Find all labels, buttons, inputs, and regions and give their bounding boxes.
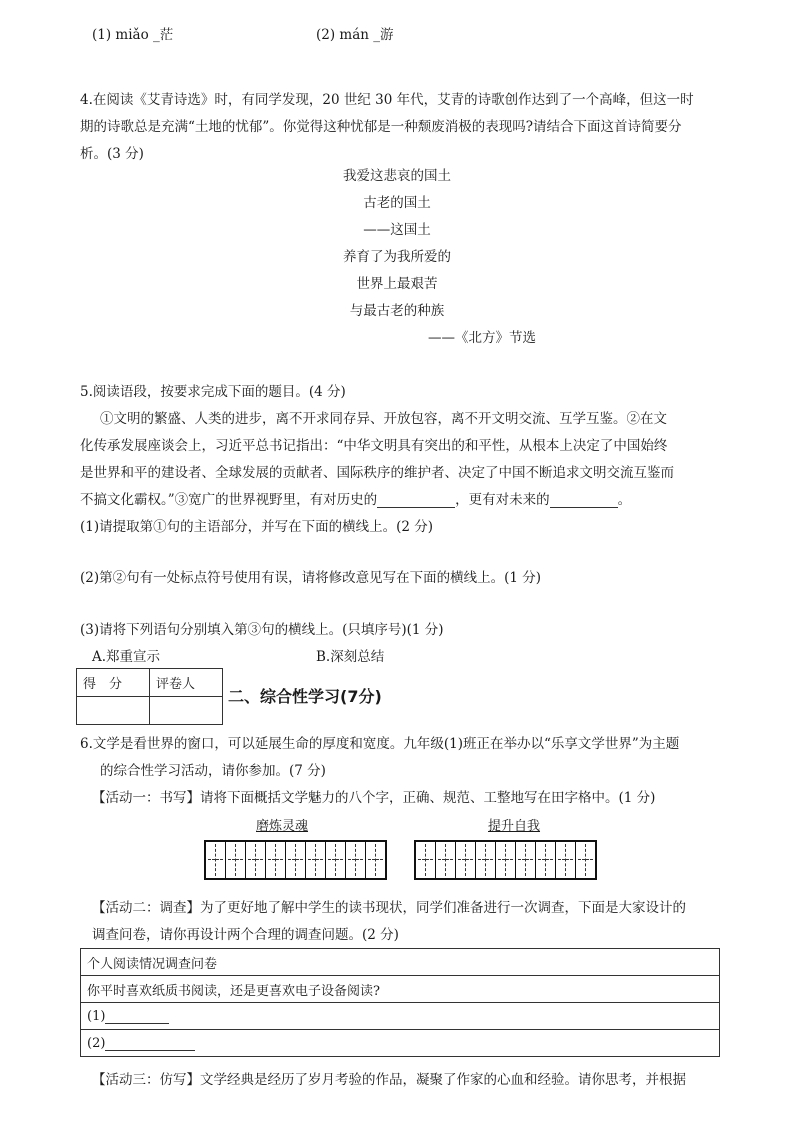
- poem-line: 与最古老的种族: [349, 303, 445, 319]
- grid-cell[interactable]: [266, 842, 286, 878]
- q5-text: 。: [617, 492, 632, 508]
- score-label: 得 分: [77, 669, 150, 697]
- poem-line: 养育了为我所爱的: [343, 249, 451, 265]
- grid-cell[interactable]: [516, 842, 536, 878]
- q5-prompt: 5.阅读语段，按要求完成下面的题目。(4 分): [80, 384, 346, 400]
- grid-cell[interactable]: [246, 842, 266, 878]
- survey-blank-2[interactable]: [105, 1035, 195, 1051]
- grid-cell[interactable]: [306, 842, 326, 878]
- activity-2-line-2: 调查问卷，请你再设计两个合理的调查问题。(2 分): [92, 927, 399, 943]
- survey-question: 你平时喜欢纸质书阅读，还是更喜欢电子设备阅读?: [81, 976, 720, 1003]
- q4-line-3: 析。(3 分): [80, 146, 144, 162]
- poem-source: ——《北方》节选: [428, 330, 536, 346]
- q5-sub-3: (3)请将下列语句分别填入第③句的横线上。(只填序号)(1 分): [80, 622, 444, 638]
- option-a: A.郑重宣示: [92, 649, 161, 665]
- grader-label: 评卷人: [150, 669, 223, 697]
- answer-blank-2[interactable]: [550, 491, 618, 508]
- grid-cell[interactable]: [576, 842, 595, 878]
- grader-cell[interactable]: [150, 697, 223, 725]
- grid-cell[interactable]: [366, 842, 385, 878]
- grid-cell[interactable]: [346, 842, 366, 878]
- grid-cell[interactable]: [476, 842, 496, 878]
- activity-1: 【活动一：书写】请将下面概括文学魅力的八个字，正确、规范、工整地写在田字格中。(1 分): [92, 790, 656, 806]
- survey-title: 个人阅读情况调查问卷: [81, 949, 720, 976]
- q5-text: 不搞文化霸权。”③宽广的世界视野里，有对历史的: [80, 492, 378, 508]
- score-cell[interactable]: [77, 697, 150, 725]
- q5-paragraph-line: ①文明的繁盛、人类的进步，离不开求同存异、开放包容，离不开文明交流、互学互鉴。②在文: [100, 411, 667, 427]
- option-b: B.深刻总结: [316, 649, 385, 665]
- grid-cell[interactable]: [286, 842, 306, 878]
- writing-grid-1[interactable]: [204, 840, 387, 880]
- survey-row-2[interactable]: [81, 1030, 720, 1057]
- grid-cell[interactable]: [436, 842, 456, 878]
- item-2-pinyin: (2) mán _游: [316, 27, 394, 43]
- q5-paragraph-line: [80, 488, 720, 508]
- grid-cell[interactable]: [206, 842, 226, 878]
- poem-line: 古老的国土: [363, 195, 431, 211]
- activity-2-line-1: 【活动二：调查】为了更好地了解中学生的读书现状，同学们准备进行一次调查，下面是大家设计的: [92, 900, 686, 916]
- survey-table: [80, 948, 720, 1057]
- survey-row-1[interactable]: [81, 1003, 720, 1030]
- word-1-label: 磨炼灵魂: [256, 819, 309, 834]
- writing-grid-2[interactable]: [414, 840, 597, 880]
- q4-line-2: 期的诗歌总是充满“土地的忧郁”。你觉得这种忧郁是一种颓废消极的表现吗?请结合下面这首诗简要分: [80, 119, 682, 135]
- survey-row-label: (2): [87, 1036, 106, 1051]
- q5-sub-2: (2)第②句有一处标点符号使用有误，请将修改意见写在下面的横线上。(1 分): [80, 570, 542, 586]
- grid-cell[interactable]: [226, 842, 246, 878]
- grid-cell[interactable]: [416, 842, 436, 878]
- grid-cell[interactable]: [326, 842, 346, 878]
- poem-line: 世界上最艰苦: [356, 276, 438, 292]
- item-1-pinyin: (1) miǎo _茫: [92, 27, 174, 43]
- section-2-title: 二、综合性学习(7分): [228, 687, 382, 706]
- poem-line: 我爱这悲哀的国土: [343, 168, 451, 184]
- grid-cell[interactable]: [496, 842, 516, 878]
- poem-line: ——这国土: [363, 222, 431, 238]
- q5-paragraph-line: 是世界和平的建设者、全球发展的贡献者、国际秩序的维护者、决定了中国不断追求文明交流互鉴而: [80, 465, 674, 481]
- score-table: [76, 668, 223, 725]
- survey-blank-1[interactable]: [105, 1008, 169, 1024]
- survey-row-label: (1): [87, 1009, 106, 1024]
- grid-cell[interactable]: [556, 842, 576, 878]
- q6-line-2: 的综合性学习活动，请你参加。(7 分): [100, 763, 326, 779]
- q4-line-1: 4.在阅读《艾青诗选》时，有同学发现，20 世纪 30 年代，艾青的诗歌创作达到了一个高峰，但这一时: [80, 92, 694, 108]
- word-2-label: 提升自我: [488, 819, 541, 834]
- answer-blank-1[interactable]: [377, 491, 455, 508]
- grid-cell[interactable]: [536, 842, 556, 878]
- q5-text: ，更有对未来的: [455, 492, 550, 508]
- q5-paragraph-line: 化传承发展座谈会上，习近平总书记指出：“中华文明具有突出的和平性，从根本上决定了中国始终: [80, 438, 668, 454]
- activity-3: 【活动三：仿写】文学经典是经历了岁月考验的作品，凝聚了作家的心血和经验。请你思考，并根据: [92, 1072, 686, 1088]
- q5-sub-1: (1)请提取第①句的主语部分，并写在下面的横线上。(2 分): [80, 519, 434, 535]
- q6-line-1: 6.文学是看世界的窗口，可以延展生命的厚度和宽度。九年级(1)班正在举办以“乐享文学世界”为主题: [80, 736, 680, 752]
- grid-cell[interactable]: [456, 842, 476, 878]
